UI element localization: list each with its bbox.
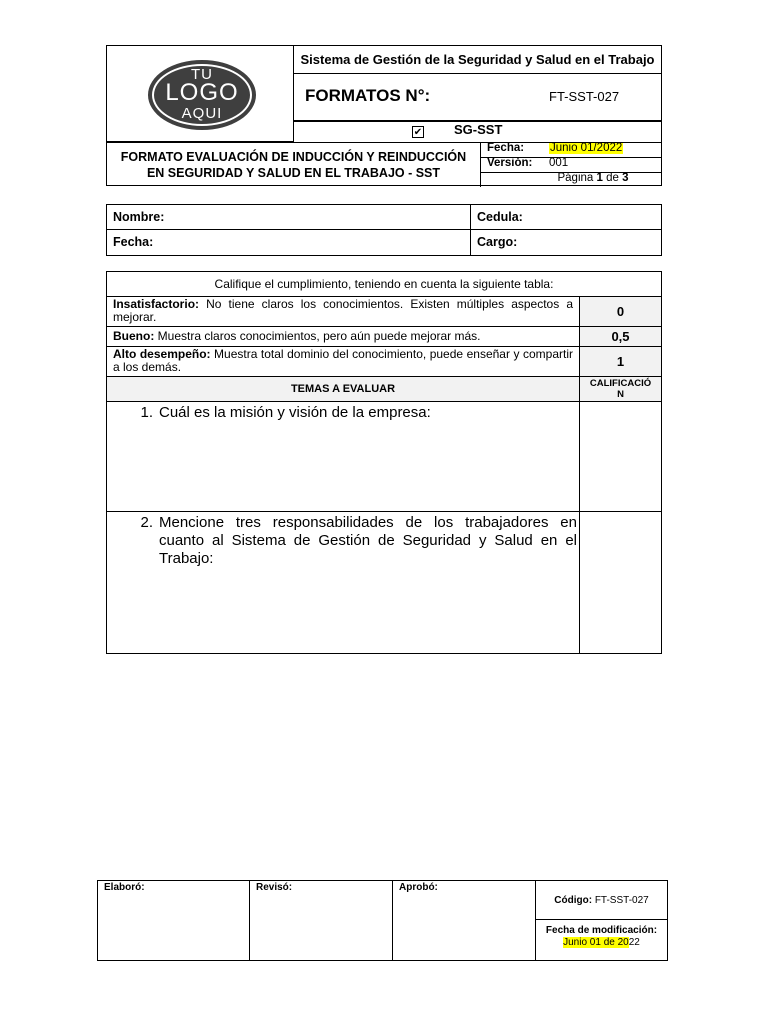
employee-info-table: [106, 204, 662, 256]
page-of: de: [606, 172, 619, 184]
topics-header: TEMAS A EVALUAR: [290, 383, 396, 395]
mod-value-highlighted: Junio 01 de 20: [563, 937, 629, 948]
meta-fecha-value: Junio 01/2022: [550, 142, 623, 154]
modification-cell: [536, 920, 667, 960]
instruction-row: [107, 272, 661, 297]
scale-row: [107, 347, 661, 377]
scale-score: 0: [579, 297, 661, 326]
page-current: 1: [596, 172, 603, 184]
scale-row: [107, 297, 661, 327]
scale-description: No tiene claros los conocimientos. Existen múltiples aspectos a mejorar.: [113, 297, 573, 324]
sg-sst-label: SG-SST: [454, 122, 503, 137]
sg-sst-row: [294, 121, 661, 142]
scale-term: Bueno:: [113, 329, 155, 343]
cedula-field[interactable]: [471, 205, 661, 230]
page-total: 3: [622, 172, 629, 184]
page-indicator: [481, 172, 661, 187]
scale-score: 1: [579, 347, 661, 376]
cargo-label: Cargo:: [477, 235, 518, 249]
meta-version-value: 001: [549, 157, 569, 169]
logo-cell: [107, 46, 294, 142]
scale-term: Alto desempeño:: [113, 347, 211, 361]
scale-score: 0,5: [579, 327, 661, 346]
grade-header-line-2: N: [617, 389, 624, 400]
elaboro-label: Elaboró:: [104, 882, 145, 893]
logo-text-top: TU: [191, 66, 213, 83]
grade-header-line-1: CALIFICACIÓ: [589, 378, 652, 389]
cargo-field[interactable]: [471, 230, 661, 255]
cedula-label: Cedula:: [477, 210, 523, 224]
topics-header-row: [107, 377, 661, 402]
grade-header: [579, 377, 661, 401]
scale-description: Muestra total dominio del conocimiento, puede enseñar y compartir a los demás.: [113, 347, 573, 374]
codigo-label: Código:: [554, 895, 593, 906]
instruction-text: Califique el cumplimiento, teniendo en cuenta la siguiente tabla:: [214, 277, 554, 291]
nombre-field[interactable]: [107, 205, 471, 230]
question-row: [107, 402, 661, 512]
aprobo-cell[interactable]: [393, 881, 536, 960]
logo-text-main: LOGO: [165, 79, 239, 106]
formatos-label: FORMATOS N°:: [305, 86, 431, 105]
question-number: 2.: [140, 514, 153, 531]
scale-term: Insatisfactorio:: [113, 297, 200, 311]
evaluation-table: [106, 271, 662, 654]
form-title-line-1: FORMATO EVALUACIÓN DE INDUCCIÓN Y REINDUCCIÓN: [120, 150, 467, 164]
nombre-label: Nombre:: [113, 210, 165, 224]
grade-cell[interactable]: [579, 402, 661, 511]
document-meta: [481, 142, 661, 187]
scale-row: [107, 327, 661, 347]
meta-fecha-label: Fecha:: [487, 142, 525, 154]
fecha-label: Fecha:: [113, 235, 154, 249]
mod-value: [536, 937, 667, 949]
elaboro-cell[interactable]: [98, 881, 250, 960]
sg-sst-checkbox[interactable]: ✔: [413, 127, 423, 138]
formatos-row: [294, 74, 661, 121]
reviso-cell[interactable]: [250, 881, 393, 960]
aprobo-label: Aprobó:: [399, 882, 438, 893]
logo-text-bottom: AQUI: [181, 105, 223, 122]
approval-footer: [97, 880, 668, 961]
document-header: [106, 45, 662, 186]
fecha-field[interactable]: [107, 230, 471, 255]
page-word: Página: [557, 172, 594, 184]
form-title-line-2: EN SEGURIDAD Y SALUD EN EL TRABAJO - SST: [146, 166, 441, 180]
codigo-value: FT-SST-027: [594, 895, 649, 906]
company-logo: [148, 60, 256, 130]
mod-label: Fecha de modificación:: [545, 925, 658, 936]
question-number: 1.: [140, 404, 153, 421]
codigo-cell: [536, 881, 667, 920]
system-title: Sistema de Gestión de la Seguridad y Salud en el Trabajo: [294, 46, 661, 74]
question-text: Mencione tres responsabilidades de los trabajadores en cuanto al Sistema de Gestión de Seguridad y Salud en el Trabajo:: [159, 514, 577, 567]
form-title: [107, 142, 481, 187]
question-text: Cuál es la misión y visión de la empresa:: [159, 404, 431, 421]
meta-fecha-row: [481, 142, 661, 158]
format-code: FT-SST-027: [549, 89, 620, 104]
mod-value-rest: 22: [628, 937, 640, 948]
scale-description: Muestra claros conocimientos, pero aún puede mejorar más.: [157, 329, 481, 343]
meta-version-row: [481, 157, 661, 173]
meta-version-label: Versión:: [487, 157, 533, 169]
grade-cell[interactable]: [579, 512, 661, 653]
reviso-label: Revisó:: [256, 882, 293, 893]
question-row: [107, 512, 661, 653]
